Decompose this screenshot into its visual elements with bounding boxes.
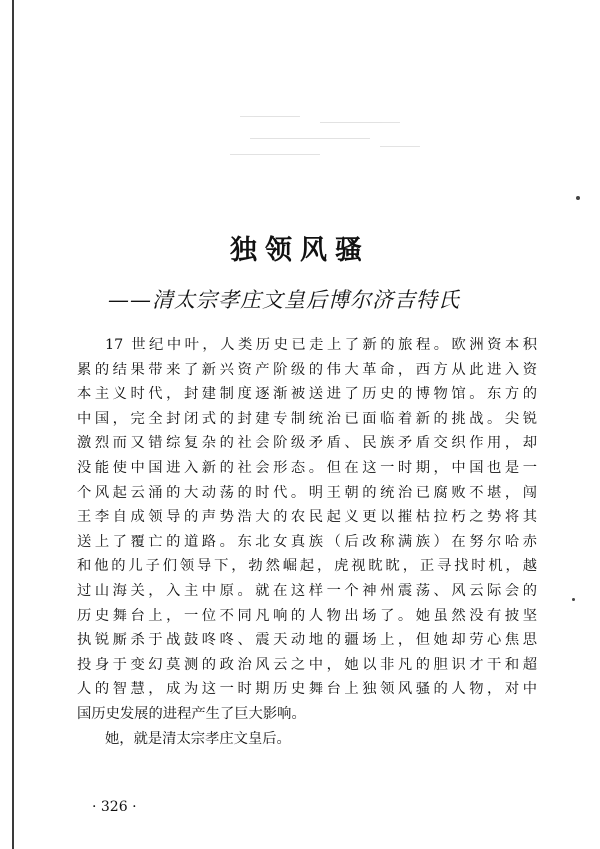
body-line: 激烈而又错综复杂的社会阶级矛盾、民族矛盾交织作用，却 (77, 435, 537, 452)
chapter-subtitle: ——清太宗孝庄文皇后博尔济吉特氏 (108, 288, 460, 312)
chapter-body-text (77, 333, 537, 751)
body-line: 历史舞台上，一位不同凡响的人物出场了。她虽然没有披坚 (77, 607, 537, 624)
body-line: 17 世纪中叶，人类历史已走上了新的旅程。欧洲资本积 (105, 337, 537, 353)
body-line: 投身于变幻莫测的政治风云之中，她以非凡的胆识才干和超 (77, 656, 537, 673)
chapter-title: 独领风骚 (230, 235, 370, 266)
body-line: 王李自成领导的声势浩大的农民起义更以摧枯拉朽之势将其 (77, 509, 537, 526)
page-binding-edge (12, 0, 14, 849)
body-line: 过山海关，入主中原。就在这样一个神州震荡、风云际会的 (77, 582, 537, 599)
body-line: 中国，完全封闭式的封建专制统治已面临着新的挑战。尖锐 (77, 410, 537, 427)
body-line: 国历史发展的进程产生了巨大影响。 (77, 705, 306, 722)
body-line: 个风起云涌的大动荡的时代。明王朝的统治已腐败不堪，闯 (77, 484, 537, 501)
body-line: 没能使中国进入新的社会形态。但在这一时期，中国也是一 (77, 459, 537, 476)
body-line: 送上了覆亡的道路。东北女真族（后改称满族）在努尔哈赤 (77, 533, 537, 550)
body-line: 执锐厮杀于战鼓咚咚、震天动地的疆场上，但她却劳心焦思 (77, 632, 537, 649)
body-line: 累的结果带来了新兴资产阶级的伟大革命，西方从此进入资 (77, 361, 537, 378)
body-line: 本主义时代，封建制度逐渐被送进了历史的博物馆。东方的 (77, 386, 537, 403)
body-line: 人的智慧，成为这一时期历史舞台上独领风骚的人物，对中 (77, 681, 537, 698)
body-line: 她，就是清太宗孝庄文皇后。 (105, 730, 291, 747)
scan-artifact (230, 108, 440, 168)
body-line: 和他的儿子们领导下，勃然崛起，虎视眈眈，正寻找时机，越 (77, 558, 537, 575)
scan-speck (576, 196, 580, 200)
page-number: · 326 · (92, 799, 137, 815)
scan-speck (572, 598, 575, 601)
